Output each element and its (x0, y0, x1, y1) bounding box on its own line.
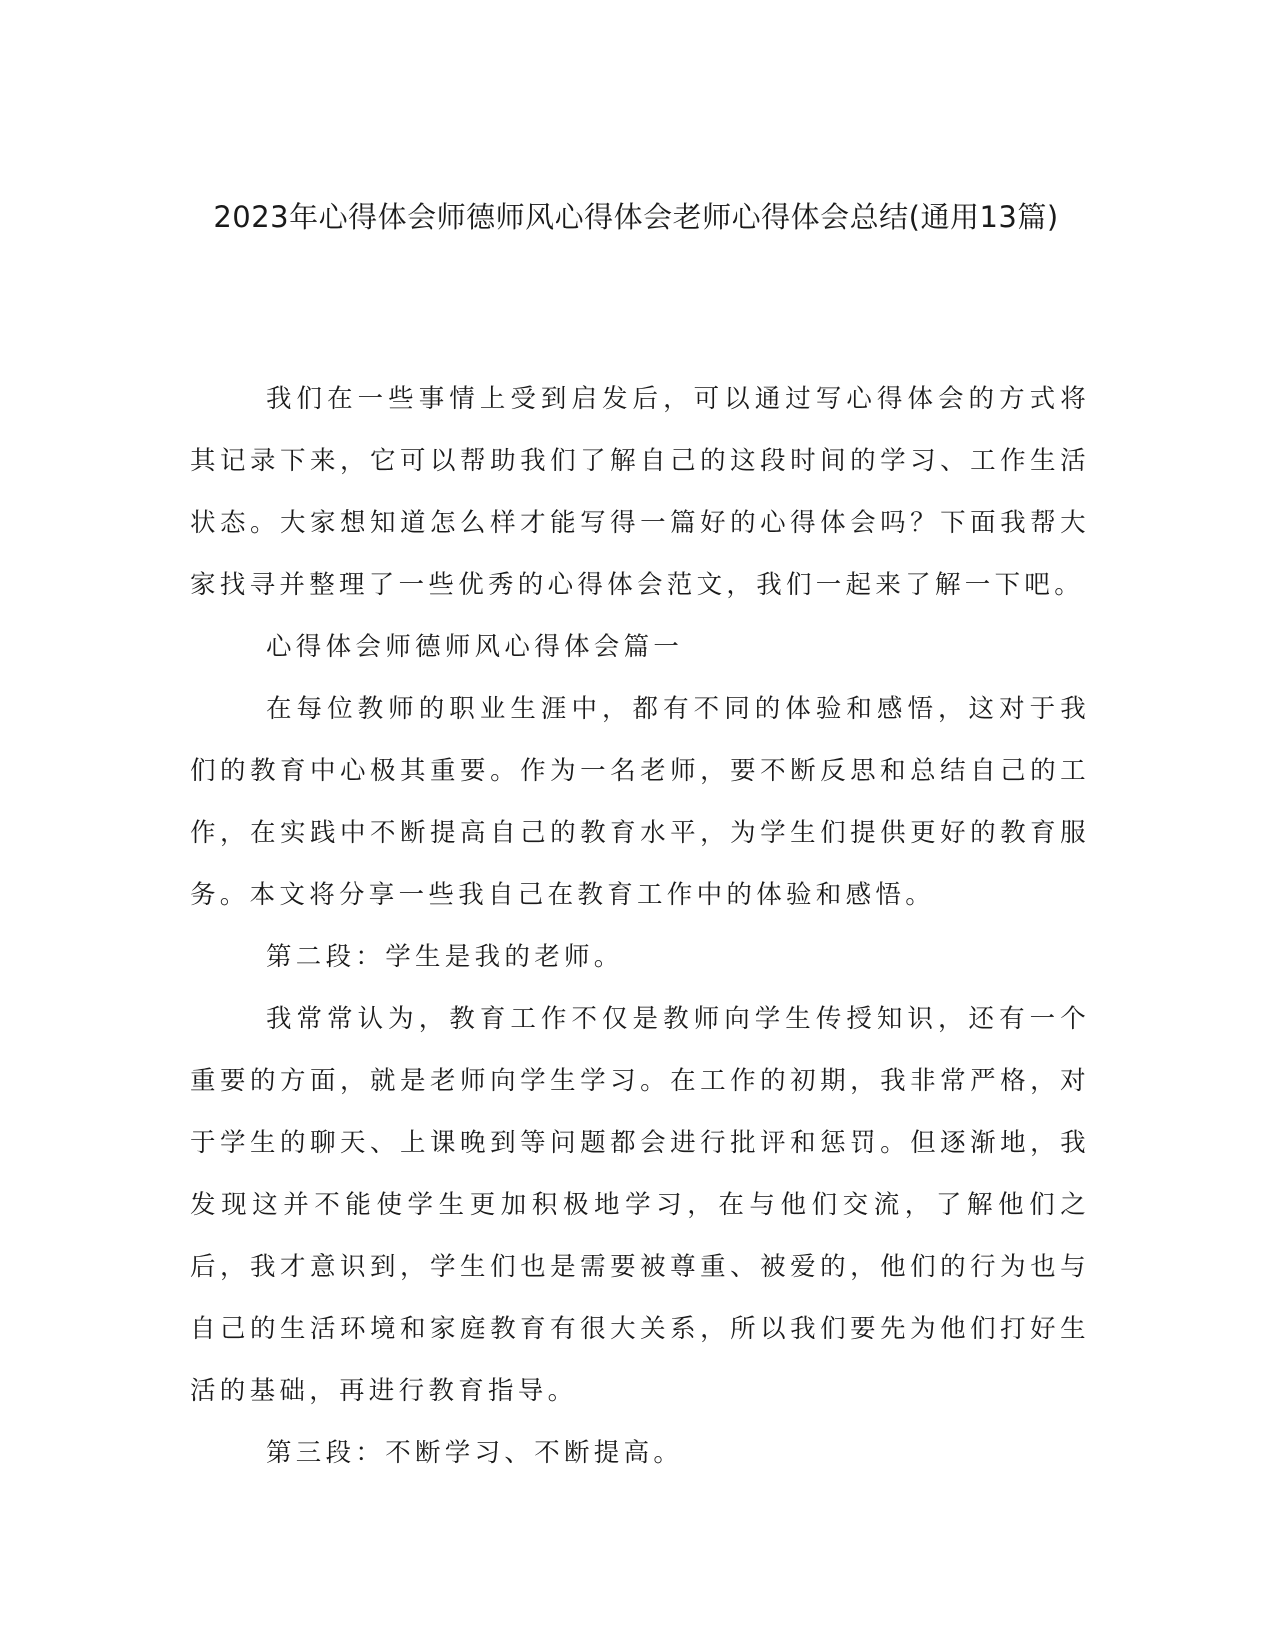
body-paragraph: 在每位教师的职业生涯中，都有不同的体验和感悟，这对于我们的教育中心极其重要。作为一名老师，要不断反思和总结自己的工作，在实践中不断提高自己的教育水平，为学生们提供更好的教育服务。本文将分享一些我自己在教育工作中的体验和感悟。 (190, 694, 1090, 910)
section-heading-part-one: 心得体会师德师风心得体会篇一 (266, 632, 684, 662)
intro-paragraph: 我们在一些事情上受到启发后，可以通过写心得体会的方式将其记录下来，它可以帮助我们了解自己的这段时间的学习、工作生活状态。大家想知道怎么样才能写得一篇好的心得体会吗？下面我帮大家找寻并整理了一些优秀的心得体会范文，我们一起来了解一下吧。 (190, 384, 1090, 600)
section-heading-third: 第三段：不断学习、不断提高。 (266, 1438, 684, 1468)
document-title: 2023年心得体会师德师风心得体会老师心得体会总结(通用13篇) (213, 200, 1059, 234)
body-paragraph: 我常常认为，教育工作不仅是教师向学生传授知识，还有一个重要的方面，就是老师向学生学习。在工作的初期，我非常严格，对于学生的聊天、上课晚到等问题都会进行批评和惩罚。但逐渐地，我发现这并不能使学生更加积极地学习，在与他们交流，了解他们之后，我才意识到，学生们也是需要被尊重、被爱的，他们的行为也与自己的生活环境和家庭教育有很大关系，所以我们要先为他们打好生活的基础，再进行教育指导。 (190, 1004, 1090, 1406)
document-body (190, 368, 1090, 1484)
section-heading-second: 第二段：学生是我的老师。 (266, 942, 624, 972)
